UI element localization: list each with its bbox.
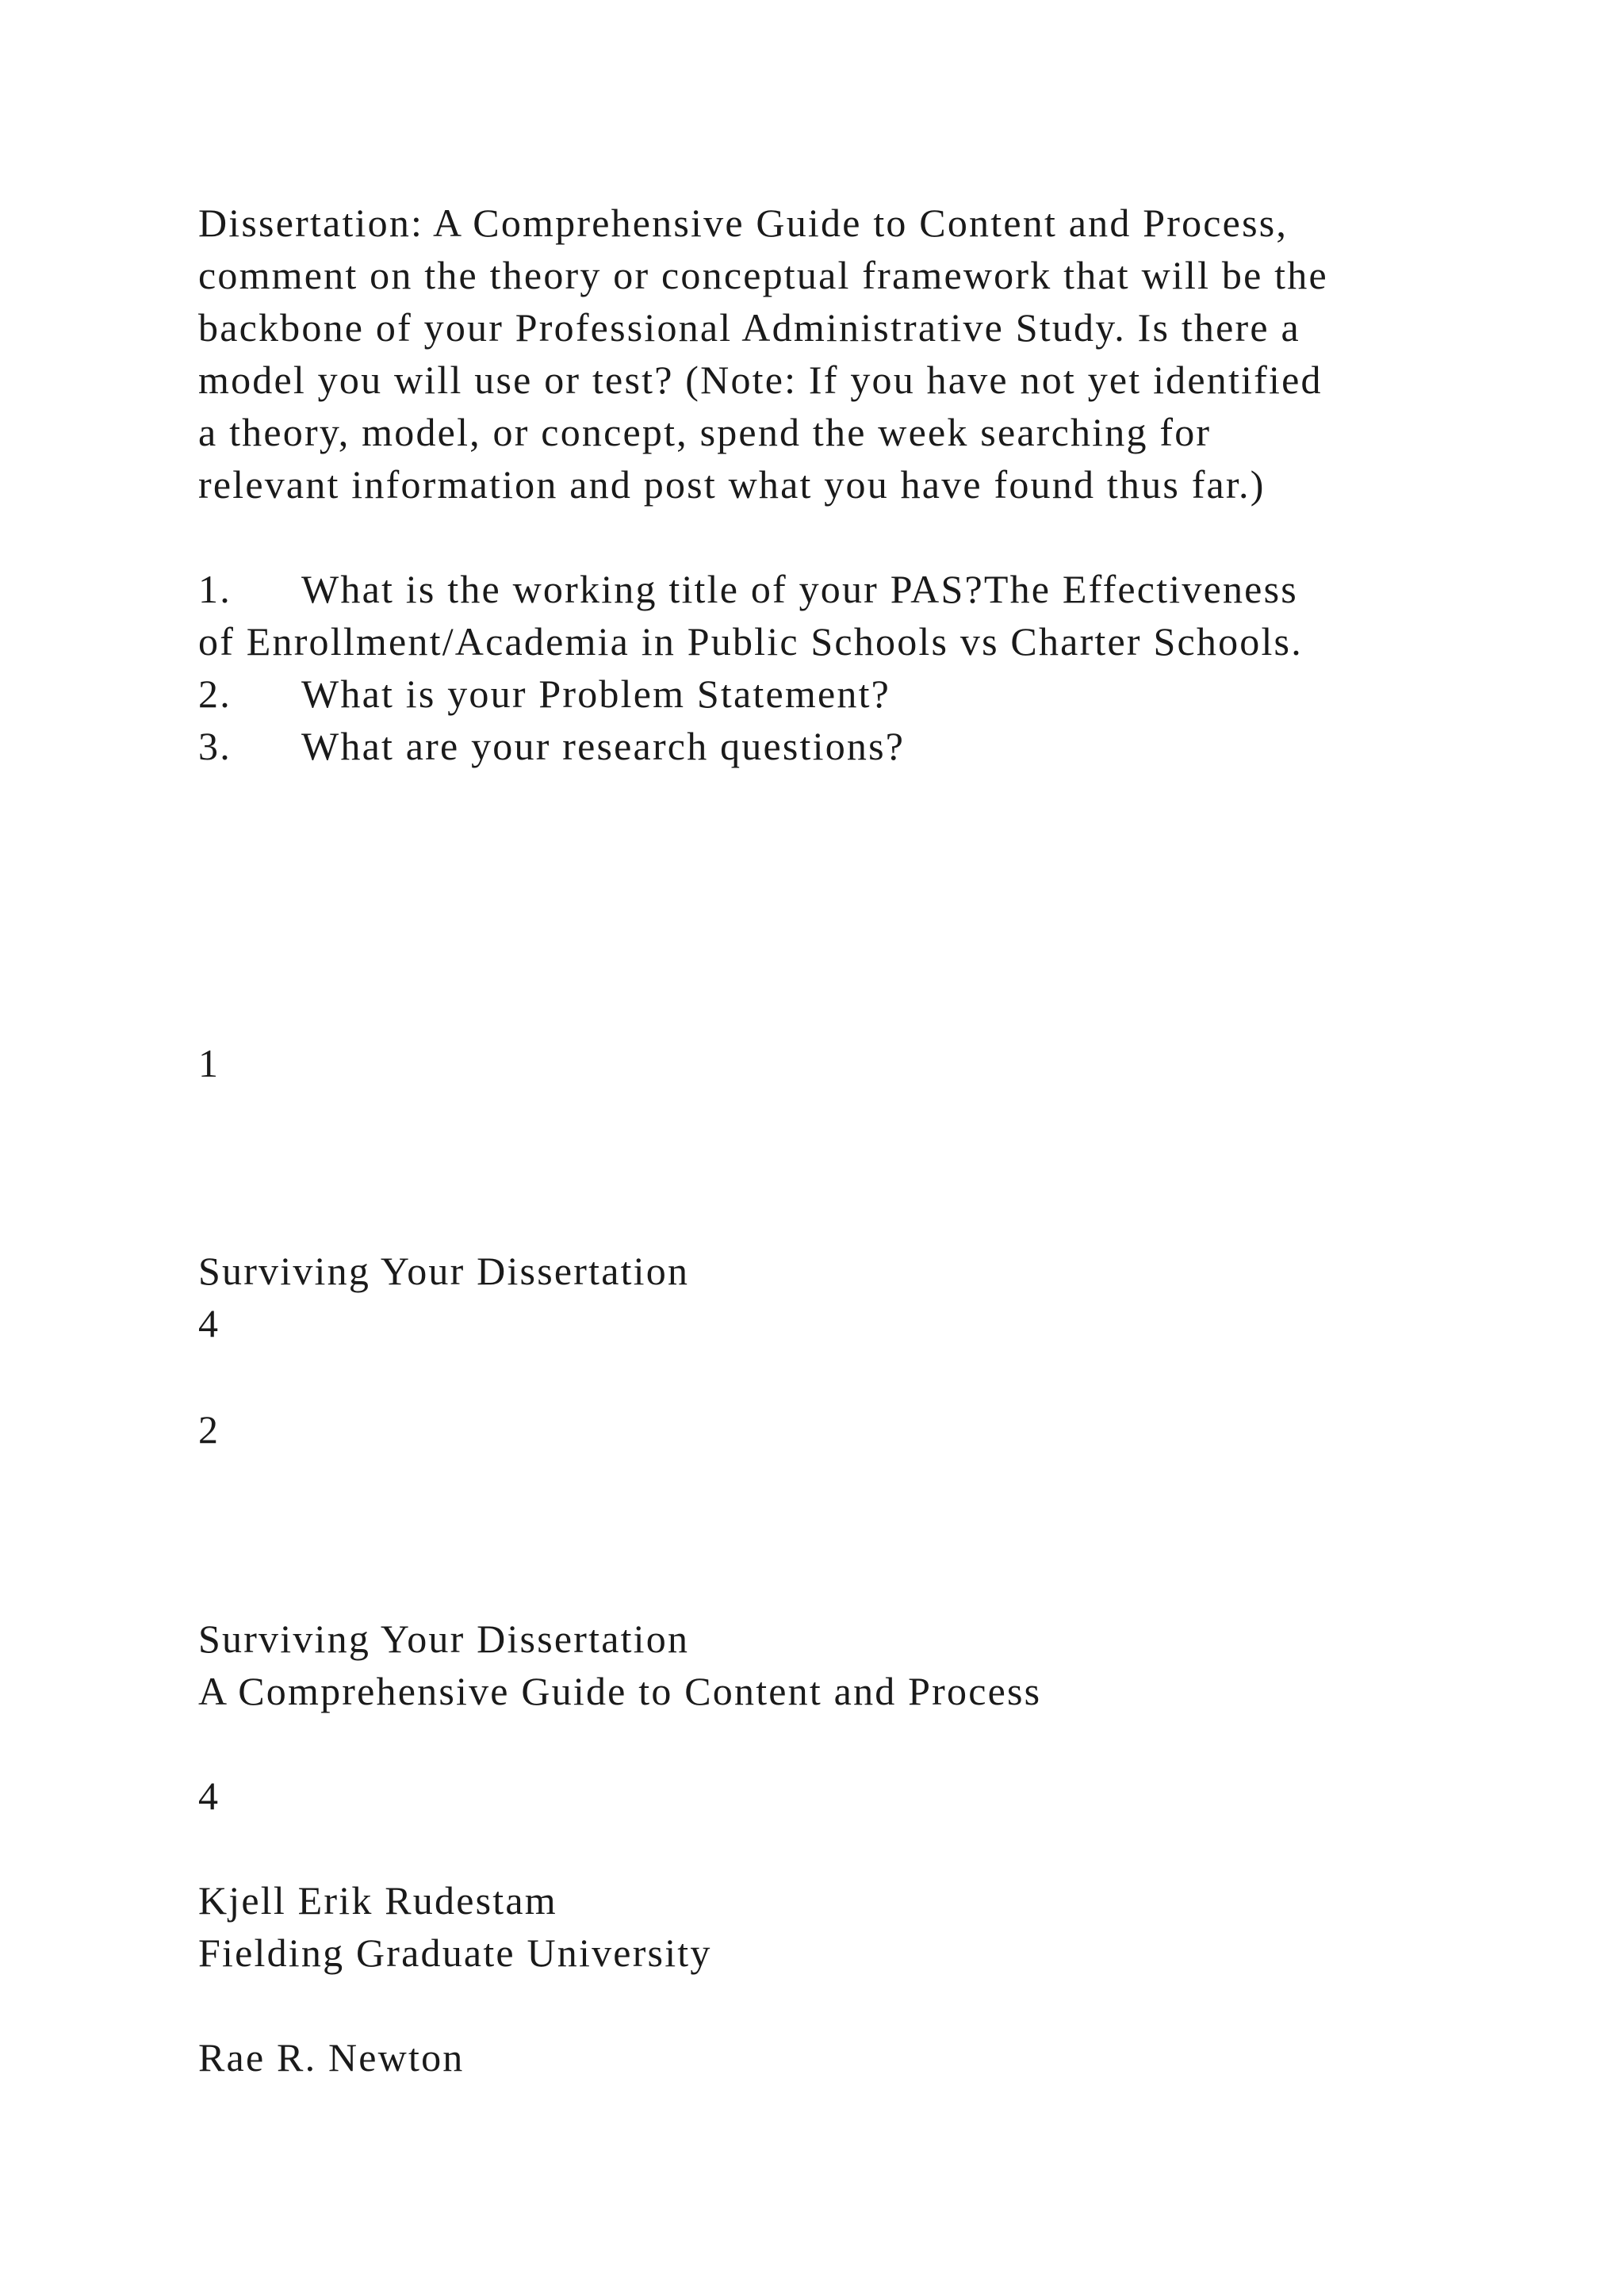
prompt-line-2: comment on the theory or conceptual framework that will be the [198, 253, 1328, 297]
prompt-line-4: model you will use or test? (Note: If you have not yet identified [198, 358, 1323, 402]
question-1-continuation: of Enrollment/Academia in Public Schools vs Charter Schools. [198, 619, 1303, 664]
prompt-line-1: Dissertation: A Comprehensive Guide to Content and Process, [198, 201, 1289, 245]
author-1-name: Kjell Erik Rudestam [198, 1878, 557, 1923]
prompt-line-3: backbone of your Professional Administrative Study. Is there a [198, 305, 1300, 350]
prompt-line-5: a theory, model, or concept, spend the week searching for [198, 410, 1212, 454]
running-head-title: Surviving Your Dissertation [198, 1249, 690, 1293]
question-1 [198, 563, 1298, 615]
question-2-number: 2. [198, 672, 232, 716]
page-marker-2: 2 [198, 1407, 220, 1452]
question-3 [198, 720, 905, 772]
running-head-edition: 4 [198, 1301, 220, 1345]
prompt-line-6: relevant information and post what you have found thus far.) [198, 462, 1266, 507]
book-title: Surviving Your Dissertation [198, 1617, 690, 1661]
book-subtitle: A Comprehensive Guide to Content and Process [198, 1669, 1042, 1713]
question-2-text: What is your Problem Statement? [301, 672, 891, 716]
question-1-number: 1. [198, 567, 232, 611]
book-edition: 4 [198, 1774, 220, 1818]
question-2 [198, 668, 891, 720]
question-1-text: What is the working title of your PAS?The Effectiveness [301, 567, 1298, 611]
question-3-text: What are your research questions? [301, 724, 906, 768]
page-marker-1: 1 [198, 1041, 220, 1085]
author-2-name: Rae R. Newton [198, 2035, 465, 2080]
question-3-number: 3. [198, 724, 232, 768]
author-1-affiliation: Fielding Graduate University [198, 1931, 712, 1975]
